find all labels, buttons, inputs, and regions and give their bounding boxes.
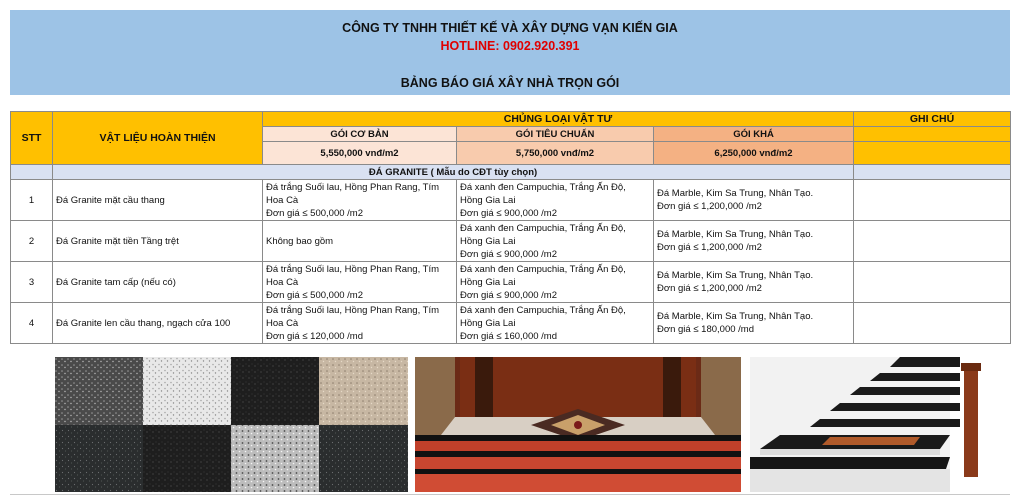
basic-desc: Đá trắng Suối lau, Hồng Phan Rang, Tím Hoa Cà	[266, 305, 440, 329]
basic-desc: Đá trắng Suối lau, Hồng Phan Rang, Tím Hoa Cà	[266, 182, 440, 206]
section-cell	[854, 165, 1011, 180]
good-cell	[654, 221, 854, 262]
row-stt: 2	[11, 221, 53, 262]
good-cell	[654, 303, 854, 344]
standard-desc: Đá xanh đen Campuchia, Trắng Ấn Độ, Hồng Gia Lai	[460, 264, 626, 288]
row-stt: 3	[11, 262, 53, 303]
basic-cell	[263, 303, 457, 344]
black-staircase-photo	[750, 357, 1010, 492]
standard-cell	[457, 180, 654, 221]
row-material: Đá Granite mặt cầu thang	[53, 180, 263, 221]
header-banner	[10, 10, 1010, 95]
basic-desc: Không bao gồm	[266, 235, 334, 247]
table-row	[11, 262, 1011, 303]
note-cell	[854, 221, 1011, 262]
good-price: Đơn giá ≤ 1,200,000 /m2	[657, 242, 762, 253]
good-desc: Đá Marble, Kim Sa Trung, Nhân Tạo.	[657, 229, 814, 240]
good-price: Đơn giá ≤ 180,000 /md	[657, 324, 754, 335]
granite-samples-photo	[55, 357, 408, 492]
good-price: Đơn giá ≤ 1,200,000 /m2	[657, 201, 762, 212]
package-good-name: GÓI KHÁ	[654, 127, 854, 142]
note-cell	[854, 180, 1011, 221]
good-cell	[654, 180, 854, 221]
standard-price: Đơn giá ≤ 900,000 /m2	[460, 249, 557, 260]
table-row	[11, 180, 1011, 221]
price-table	[10, 111, 1011, 344]
standard-cell	[457, 303, 654, 344]
basic-price: Đơn giá ≤ 500,000 /m2	[266, 290, 363, 301]
package-good-price: 6,250,000 vnđ/m2	[654, 142, 854, 165]
standard-desc: Đá xanh đen Campuchia, Trắng Ấn Độ, Hồng Gia Lai	[460, 305, 626, 329]
good-desc: Đá Marble, Kim Sa Trung, Nhân Tạo.	[657, 311, 814, 322]
section-cell	[11, 165, 53, 180]
header-stt: STT	[11, 112, 53, 165]
company-name: CÔNG TY TNHH THIẾT KẾ VÀ XÂY DỰNG VẠN KIẾN GIA	[342, 21, 678, 35]
header-note: GHI CHÚ	[854, 112, 1011, 127]
standard-desc: Đá xanh đen Campuchia, Trắng Ấn Độ, Hồng Gia Lai	[460, 223, 626, 247]
package-basic-price: 5,550,000 vnđ/m2	[263, 142, 457, 165]
standard-price: Đơn giá ≤ 900,000 /m2	[460, 290, 557, 301]
package-basic-name: GÓI CƠ BẢN	[263, 127, 457, 142]
package-standard-name: GÓI TIÊU CHUẨN	[457, 127, 654, 142]
standard-cell	[457, 262, 654, 303]
header-material: VẬT LIỆU HOÀN THIỆN	[53, 112, 263, 165]
good-price: Đơn giá ≤ 1,200,000 /m2	[657, 283, 762, 294]
basic-cell	[263, 262, 457, 303]
note-cell	[854, 262, 1011, 303]
table-row	[11, 221, 1011, 262]
basic-price: Đơn giá ≤ 500,000 /m2	[266, 208, 363, 219]
section-title: ĐÁ GRANITE ( Mẫu do CĐT tùy chọn)	[53, 165, 854, 180]
good-desc: Đá Marble, Kim Sa Trung, Nhân Tạo.	[657, 188, 814, 199]
basic-price: Đơn giá ≤ 120,000 /md	[266, 331, 363, 342]
hotline: HOTLINE: 0902.920.391	[440, 39, 580, 53]
standard-cell	[457, 221, 654, 262]
standard-price: Đơn giá ≤ 900,000 /m2	[460, 208, 557, 219]
basic-desc: Đá trắng Suối lau, Hồng Phan Rang, Tím Hoa Cà	[266, 264, 440, 288]
header-category: CHỦNG LOẠI VẬT TƯ	[263, 112, 854, 127]
entrance-steps-photo	[415, 357, 741, 492]
note-cell	[854, 303, 1011, 344]
row-stt: 4	[11, 303, 53, 344]
row-material: Đá Granite tam cấp (nếu có)	[53, 262, 263, 303]
good-desc: Đá Marble, Kim Sa Trung, Nhân Tạo.	[657, 270, 814, 281]
page-title: BẢNG BÁO GIÁ XÂY NHÀ TRỌN GÓI	[400, 76, 620, 90]
good-cell	[654, 262, 854, 303]
note-cell	[854, 127, 1011, 142]
package-standard-price: 5,750,000 vnđ/m2	[457, 142, 654, 165]
basic-cell	[263, 221, 457, 262]
standard-price: Đơn giá ≤ 160,000 /md	[460, 331, 557, 342]
table-row	[11, 303, 1011, 344]
basic-cell	[263, 180, 457, 221]
note-cell	[854, 142, 1011, 165]
row-stt: 1	[11, 180, 53, 221]
row-material: Đá Granite len cầu thang, ngạch cửa 100	[53, 303, 263, 344]
standard-desc: Đá xanh đen Campuchia, Trắng Ấn Độ, Hồng Gia Lai	[460, 182, 626, 206]
row-material: Đá Granite mặt tiền Tầng trệt	[53, 221, 263, 262]
divider	[10, 494, 1010, 495]
